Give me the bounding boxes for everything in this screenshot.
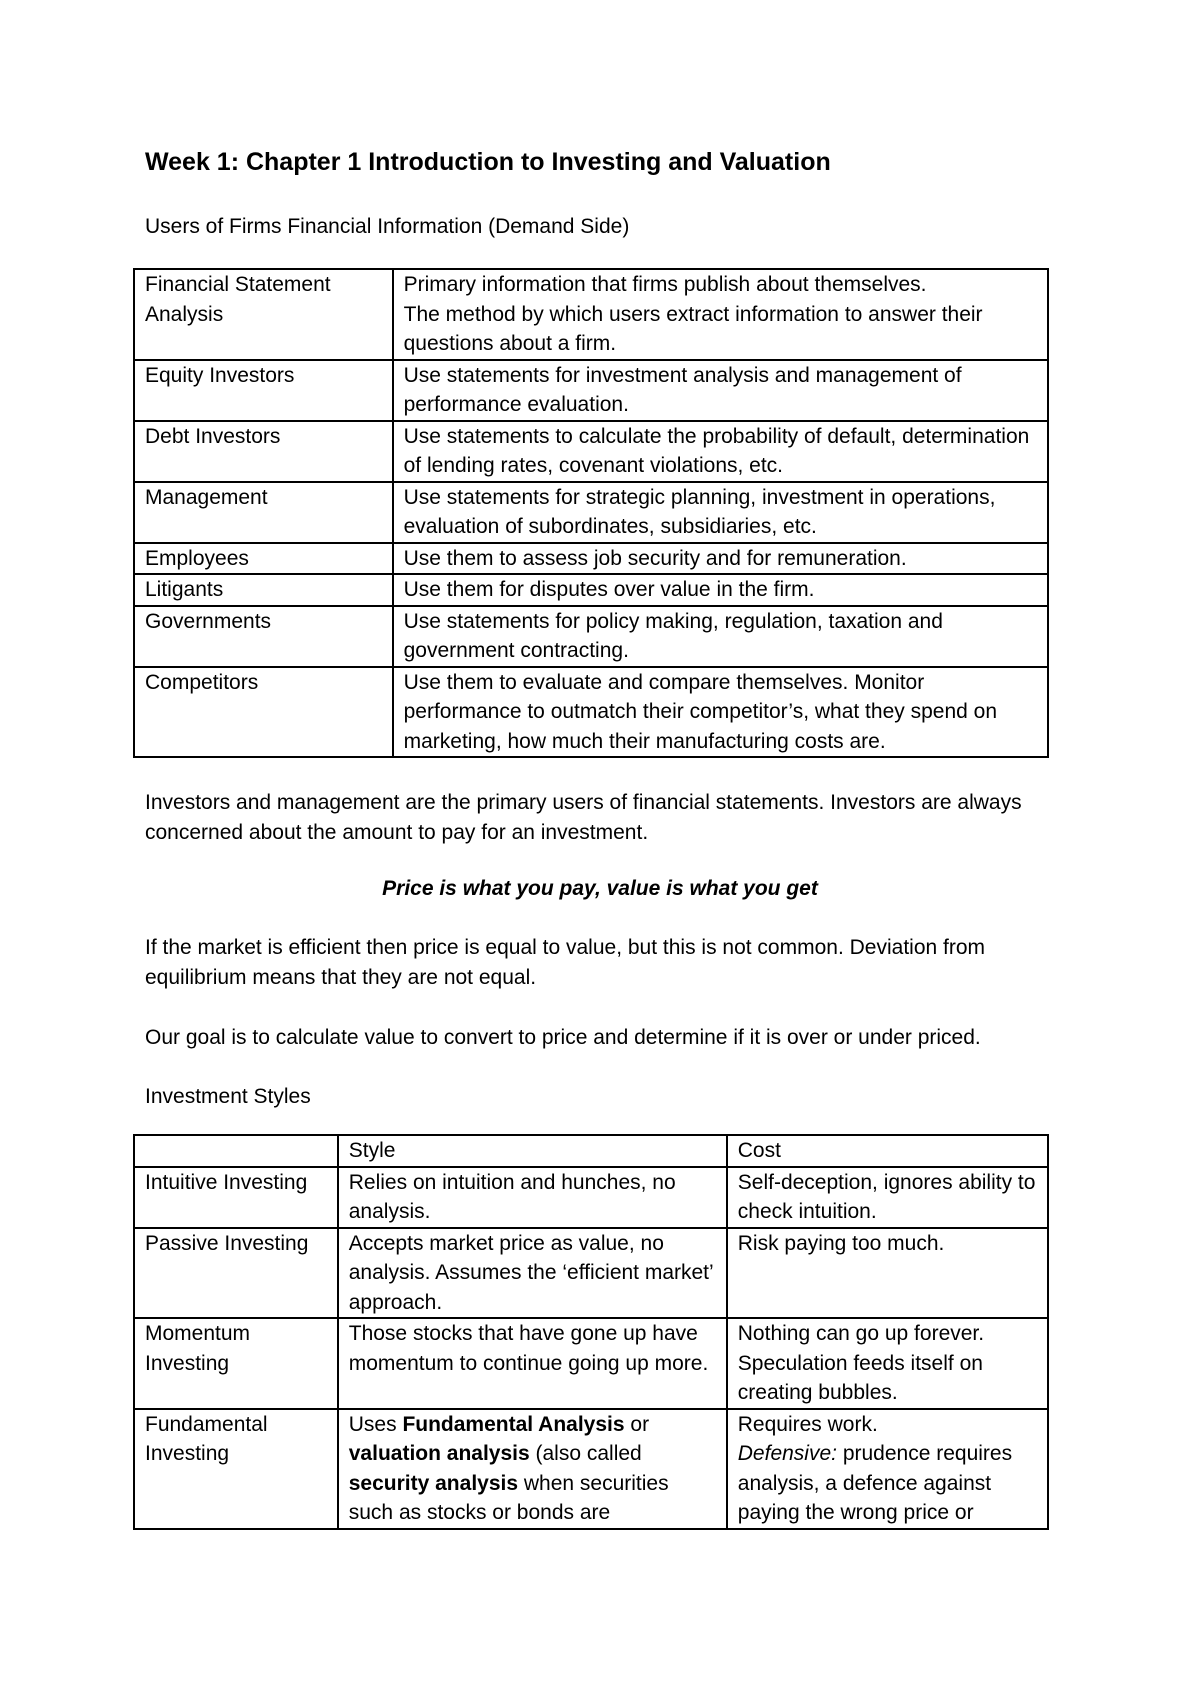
style-name-cell: Intuitive Investing xyxy=(134,1167,338,1228)
cost-cell xyxy=(727,1409,1048,1529)
table-row xyxy=(134,606,1048,667)
quote-price-value: Price is what you pay, value is what you get xyxy=(382,877,818,900)
users-table xyxy=(133,268,1049,758)
term-fundamental-analysis: Fundamental Analysis xyxy=(402,1412,625,1436)
desc-line: Primary information that firms publish about themselves. xyxy=(403,273,927,296)
header-cell-empty xyxy=(134,1135,338,1167)
styles-heading: Investment Styles xyxy=(145,1085,311,1108)
user-cell: Employees xyxy=(134,543,393,575)
desc-cell xyxy=(393,269,1048,360)
user-cell: Litigants xyxy=(134,574,393,606)
paragraph-efficient-market: If the market is efficient then price is equal to value, but this is not common. Deviation from equilibrium means that they are not equal. xyxy=(145,936,986,989)
term-security-analysis: security analysis xyxy=(348,1471,519,1495)
user-cell: Management xyxy=(134,482,393,543)
header-cell-style: Style xyxy=(338,1135,727,1167)
style-desc-cell: Relies on intuition and hunches, no analysis. xyxy=(338,1167,727,1228)
table-row xyxy=(134,1228,1048,1319)
style-name-cell: Momentum Investing xyxy=(134,1318,338,1409)
user-cell: Equity Investors xyxy=(134,360,393,421)
desc-cell: Use statements for strategic planning, investment in operations, evaluation of subordinates, subsidiaries, etc. xyxy=(393,482,1048,543)
investment-styles-table xyxy=(133,1134,1049,1530)
user-cell: Debt Investors xyxy=(134,421,393,482)
desc-cell: Use them to evaluate and compare themselves. Monitor performance to outmatch their competitor’s, what they spend on marketing, how much their manufacturing costs are. xyxy=(393,667,1048,758)
desc-cell: Use statements for investment analysis and management of performance evaluation. xyxy=(393,360,1048,421)
table-row xyxy=(134,1167,1048,1228)
table-row xyxy=(134,1318,1048,1409)
style-desc-cell xyxy=(338,1409,727,1529)
text-run: prudence requires analysis, a defence against paying the wrong price or xyxy=(737,1442,1013,1524)
style-name-cell: Fundamental Investing xyxy=(134,1409,338,1529)
user-cell: Financial Statement Analysis xyxy=(134,269,393,360)
text-run: or xyxy=(624,1412,650,1436)
style-name-cell: Passive Investing xyxy=(134,1228,338,1319)
header-cell-cost: Cost xyxy=(727,1135,1048,1167)
desc-cell: Use statements to calculate the probability of default, determination of lending rates, covenant violations, etc. xyxy=(393,421,1048,482)
cost-cell: Self-deception, ignores ability to check intuition. xyxy=(727,1167,1048,1228)
table-row xyxy=(134,360,1048,421)
text-run: Uses xyxy=(348,1412,403,1436)
table-row xyxy=(134,269,1048,360)
cost-cell: Risk paying too much. xyxy=(727,1228,1048,1319)
table-header-row xyxy=(134,1135,1048,1167)
desc-cell: Use them to assess job security and for remuneration. xyxy=(393,543,1048,575)
user-cell: Competitors xyxy=(134,667,393,758)
table-row xyxy=(134,421,1048,482)
table-row xyxy=(134,543,1048,575)
page-title: Week 1: Chapter 1 Introduction to Investing and Valuation xyxy=(145,148,831,176)
style-desc-cell: Accepts market price as value, no analysis. Assumes the ‘efficient market’ approach. xyxy=(338,1228,727,1319)
cost-cell: Nothing can go up forever. Speculation feeds itself on creating bubbles. xyxy=(727,1318,1048,1409)
text-run: (also called xyxy=(529,1442,642,1465)
desc-cell: Use statements for policy making, regulation, taxation and government contracting. xyxy=(393,606,1048,667)
term-valuation-analysis: valuation analysis xyxy=(348,1442,530,1465)
users-heading: Users of Firms Financial Information (Demand Side) xyxy=(145,215,630,238)
desc-line: The method by which users extract information to answer their questions about a firm. xyxy=(403,302,983,355)
table-row xyxy=(134,574,1048,606)
table-row xyxy=(134,482,1048,543)
cost-line xyxy=(738,1439,1037,1528)
table-row xyxy=(134,1409,1048,1529)
user-cell: Governments xyxy=(134,606,393,667)
paragraph-primary-users: Investors and management are the primary users of financial statements. Investors are always concerned about the amount to pay for an investment. xyxy=(145,791,1022,844)
text-run: when securities such as stocks or bonds are xyxy=(348,1471,669,1524)
term-defensive: Defensive: xyxy=(737,1442,837,1465)
style-desc-cell: Those stocks that have gone up have momentum to continue going up more. xyxy=(338,1318,727,1409)
desc-cell: Use them for disputes over value in the firm. xyxy=(393,574,1048,606)
table-row xyxy=(134,667,1048,758)
paragraph-goal: Our goal is to calculate value to convert to price and determine if it is over or under priced. xyxy=(145,1026,981,1049)
cost-line: Requires work. xyxy=(737,1412,878,1436)
